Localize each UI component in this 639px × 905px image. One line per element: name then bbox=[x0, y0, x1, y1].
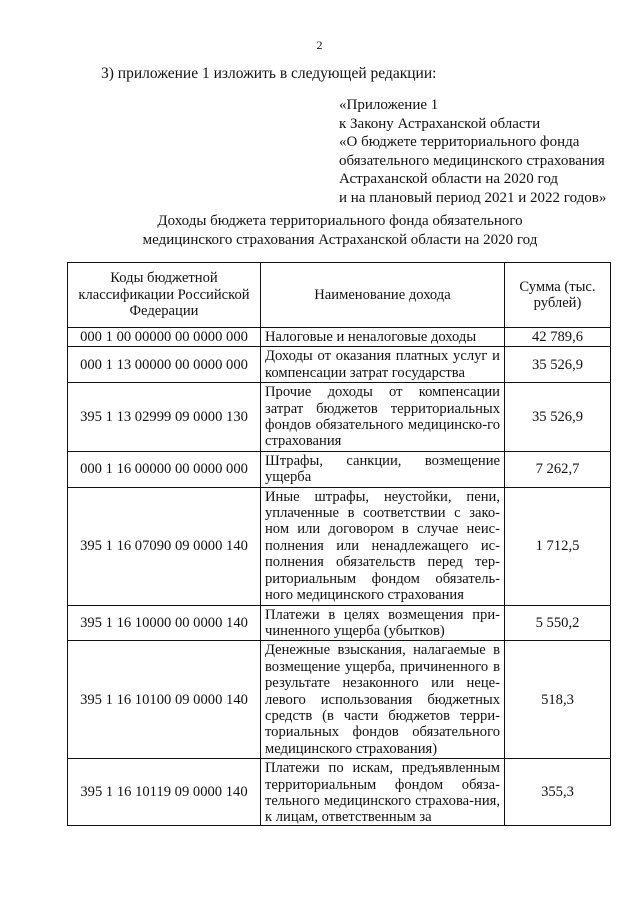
revenue-table bbox=[67, 262, 611, 826]
header-name: Наименование дохода bbox=[261, 263, 505, 328]
row-name bbox=[261, 759, 505, 826]
appendix-header-line: «Приложение 1 bbox=[339, 97, 439, 113]
row-code: 395 1 16 10100 09 0000 140 bbox=[68, 641, 261, 759]
table-row bbox=[68, 487, 611, 605]
appendix-header-line: и на плановый период 2021 и 2022 годов» bbox=[339, 189, 607, 206]
row-sum: 355,3 bbox=[505, 759, 611, 826]
row-sum: 35 526,9 bbox=[505, 383, 611, 452]
table-row bbox=[68, 383, 611, 452]
table-row bbox=[68, 759, 611, 826]
table-row bbox=[68, 641, 611, 759]
row-name-text: Платежи по искам, предъявленным территориальным фондом обяза-тельного медицинского страхова-ния, к лицам, ответственным за bbox=[265, 760, 500, 825]
table-row bbox=[68, 328, 611, 347]
appendix-header-line: обязательного медицинского страхования bbox=[339, 152, 605, 169]
table-row bbox=[68, 347, 611, 383]
row-code: 395 1 13 02999 09 0000 130 bbox=[68, 383, 261, 452]
header-sum: Сумма (тыс. рублей) bbox=[505, 263, 611, 328]
appendix-header-line: Астраханской области на 2020 год bbox=[339, 171, 559, 188]
table-row bbox=[68, 605, 611, 641]
row-sum: 7 262,7 bbox=[505, 451, 611, 487]
appendix-header bbox=[339, 96, 606, 208]
row-code: 000 1 16 00000 00 0000 000 bbox=[68, 451, 261, 487]
row-name: Доходы от оказания платных услуг и компенсации затрат государства bbox=[261, 347, 505, 383]
row-name: Платежи в целях возмещения при-чиненного ущерба (убытков) bbox=[261, 605, 505, 641]
row-code: 000 1 13 00000 00 0000 000 bbox=[68, 347, 261, 383]
row-name: Иные штрафы, неустойки, пени, уплаченные в соответствии с зако-ном или договором в случае неис-полнения или ненадлежащего ис-полнения обязательств перед тер-риториальным фондом обязатель-ного медицинского страхования bbox=[261, 487, 505, 605]
row-code: 395 1 16 07090 09 0000 140 bbox=[68, 487, 261, 605]
row-name: Штрафы, санкции, возмещение ущерба bbox=[261, 451, 505, 487]
row-sum: 5 550,2 bbox=[505, 605, 611, 641]
page-number: 2 bbox=[316, 38, 323, 52]
document-title bbox=[60, 212, 620, 250]
document-title-line: медицинского страхования Астраханской области на 2020 год bbox=[142, 232, 538, 248]
row-name: Денежные взыскания, налагаемые в возмещение ущерба, причиненного в результате незаконного или неце-левого использования бюджетных средств (в части бюджетов терри-ториальных фондов обязательного медицинского страхования) bbox=[261, 641, 505, 759]
row-sum: 518,3 bbox=[505, 641, 611, 759]
row-sum: 42 789,6 bbox=[505, 328, 611, 347]
document-title-line: Доходы бюджета территориального фонда обязательного bbox=[157, 213, 523, 229]
table-header-row bbox=[68, 263, 611, 328]
intro-text: 3) приложение 1 изложить в следующей редакции: bbox=[101, 65, 437, 82]
header-code: Коды бюджетной классификации Российской Федерации bbox=[68, 263, 261, 328]
row-sum: 35 526,9 bbox=[505, 347, 611, 383]
row-code: 395 1 16 10119 09 0000 140 bbox=[68, 759, 261, 826]
row-code: 000 1 00 00000 00 0000 000 bbox=[68, 328, 261, 347]
appendix-header-line: к Закону Астраханской области bbox=[339, 115, 541, 132]
appendix-header-line: «О бюджете территориального фонда bbox=[339, 134, 580, 151]
table-row bbox=[68, 451, 611, 487]
row-code: 395 1 16 10000 00 0000 140 bbox=[68, 605, 261, 641]
row-name: Прочие доходы от компенсации затрат бюджетов территориальных фондов обязательного медицинско-го страхования bbox=[261, 383, 505, 452]
row-name: Налоговые и неналоговые доходы bbox=[261, 328, 505, 347]
row-sum: 1 712,5 bbox=[505, 487, 611, 605]
